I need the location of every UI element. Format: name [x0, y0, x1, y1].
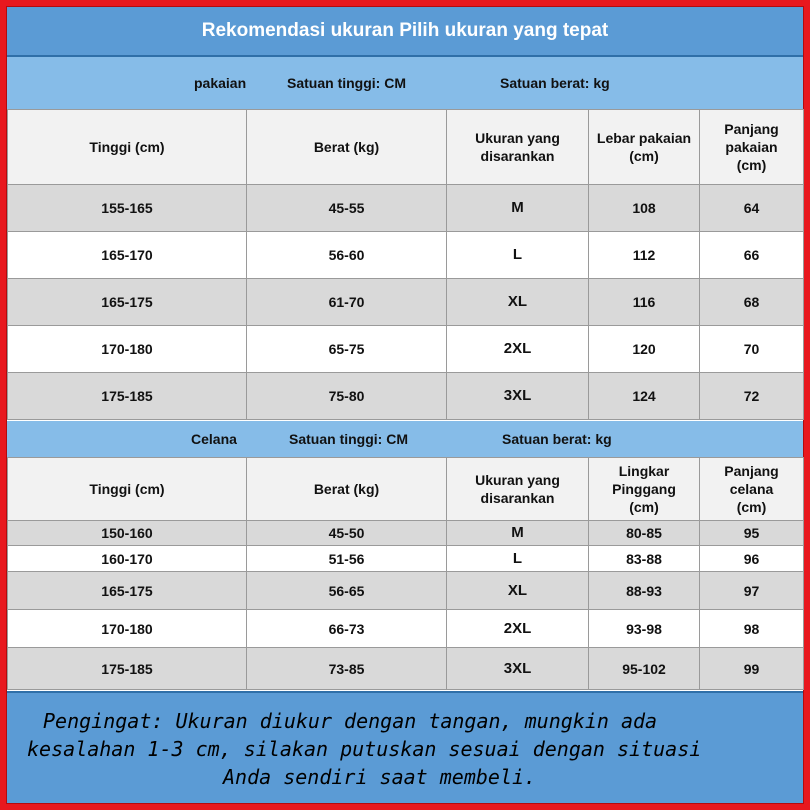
weight-cell: 56-60 — [247, 232, 447, 279]
pants-unit-band — [7, 421, 803, 457]
table-row — [8, 373, 804, 420]
size-cell: 3XL — [447, 373, 589, 420]
clothing-unit-band — [7, 57, 803, 109]
size-cell: 2XL — [447, 610, 589, 648]
length-cell: 99 — [700, 648, 804, 690]
clothing-weight-unit: Satuan berat: kg — [500, 75, 610, 91]
column-header: Berat (kg) — [247, 458, 447, 521]
size-cell: L — [447, 546, 589, 572]
column-header: Lingkar Pinggang (cm) — [589, 458, 700, 521]
pants-height-unit: Satuan tinggi: CM — [289, 431, 408, 447]
column-header: Panjang pakaian (cm) — [700, 110, 804, 185]
height-cell: 165-170 — [8, 232, 247, 279]
length-cell: 97 — [700, 572, 804, 610]
length-cell: 66 — [700, 232, 804, 279]
height-cell: 160-170 — [8, 546, 247, 572]
height-cell: 155-165 — [8, 185, 247, 232]
table-row — [8, 279, 804, 326]
column-header: Tinggi (cm) — [8, 110, 247, 185]
weight-cell: 61-70 — [247, 279, 447, 326]
weight-cell: 66-73 — [247, 610, 447, 648]
table-row — [8, 232, 804, 279]
reminder-line-2: kesalahan 1-3 cm, silakan putuskan sesuai dengan situasi — [27, 737, 702, 761]
length-cell: 72 — [700, 373, 804, 420]
weight-cell: 51-56 — [247, 546, 447, 572]
weight-cell: 45-50 — [247, 521, 447, 546]
column-header: Lebar pakaian (cm) — [589, 110, 700, 185]
size-cell: L — [447, 232, 589, 279]
measurement-reminder — [7, 691, 803, 803]
clothing-size-table — [7, 109, 804, 420]
column-header: Panjang celana (cm) — [700, 458, 804, 521]
table-row — [8, 521, 804, 546]
waist-cell: 83-88 — [589, 546, 700, 572]
length-cell: 98 — [700, 610, 804, 648]
column-header: Berat (kg) — [247, 110, 447, 185]
weight-cell: 73-85 — [247, 648, 447, 690]
column-header: Tinggi (cm) — [8, 458, 247, 521]
width-cell: 112 — [589, 232, 700, 279]
height-cell: 175-185 — [8, 373, 247, 420]
table-row — [8, 610, 804, 648]
table-row — [8, 546, 804, 572]
height-cell: 165-175 — [8, 279, 247, 326]
width-cell: 116 — [589, 279, 700, 326]
table-row — [8, 572, 804, 610]
clothing-height-unit: Satuan tinggi: CM — [287, 75, 406, 91]
chart-title: Rekomendasi ukuran Pilih ukuran yang tepat — [7, 7, 803, 57]
size-cell: 2XL — [447, 326, 589, 373]
clothing-header-row — [8, 110, 804, 185]
pants-size-table — [7, 457, 804, 690]
width-cell: 124 — [589, 373, 700, 420]
length-cell: 96 — [700, 546, 804, 572]
table-row — [8, 185, 804, 232]
length-cell: 95 — [700, 521, 804, 546]
waist-cell: 88-93 — [589, 572, 700, 610]
reminder-line-1: Pengingat: Ukuran diukur dengan tangan, mungkin ada — [43, 709, 658, 733]
column-header: Ukuran yang disarankan — [447, 110, 589, 185]
pants-label: Celana — [191, 431, 237, 447]
pants-header-row — [8, 458, 804, 521]
table-row — [8, 648, 804, 690]
length-cell: 70 — [700, 326, 804, 373]
length-cell: 64 — [700, 185, 804, 232]
clothing-label: pakaian — [194, 75, 247, 91]
width-cell: 120 — [589, 326, 700, 373]
height-cell: 170-180 — [8, 326, 247, 373]
size-cell: M — [447, 185, 589, 232]
waist-cell: 80-85 — [589, 521, 700, 546]
weight-cell: 75-80 — [247, 373, 447, 420]
weight-cell: 56-65 — [247, 572, 447, 610]
height-cell: 150-160 — [8, 521, 247, 546]
height-cell: 175-185 — [8, 648, 247, 690]
height-cell: 170-180 — [8, 610, 247, 648]
size-chart — [6, 6, 804, 804]
column-header: Ukuran yang disarankan — [447, 458, 589, 521]
pants-weight-unit: Satuan berat: kg — [502, 431, 612, 447]
waist-cell: 93-98 — [589, 610, 700, 648]
table-row — [8, 326, 804, 373]
height-cell: 165-175 — [8, 572, 247, 610]
width-cell: 108 — [589, 185, 700, 232]
weight-cell: 65-75 — [247, 326, 447, 373]
size-cell: XL — [447, 279, 589, 326]
length-cell: 68 — [700, 279, 804, 326]
size-cell: 3XL — [447, 648, 589, 690]
size-cell: XL — [447, 572, 589, 610]
waist-cell: 95-102 — [589, 648, 700, 690]
reminder-line-3: Anda sendiri saat membeli. — [223, 765, 537, 789]
weight-cell: 45-55 — [247, 185, 447, 232]
size-cell: M — [447, 521, 589, 546]
